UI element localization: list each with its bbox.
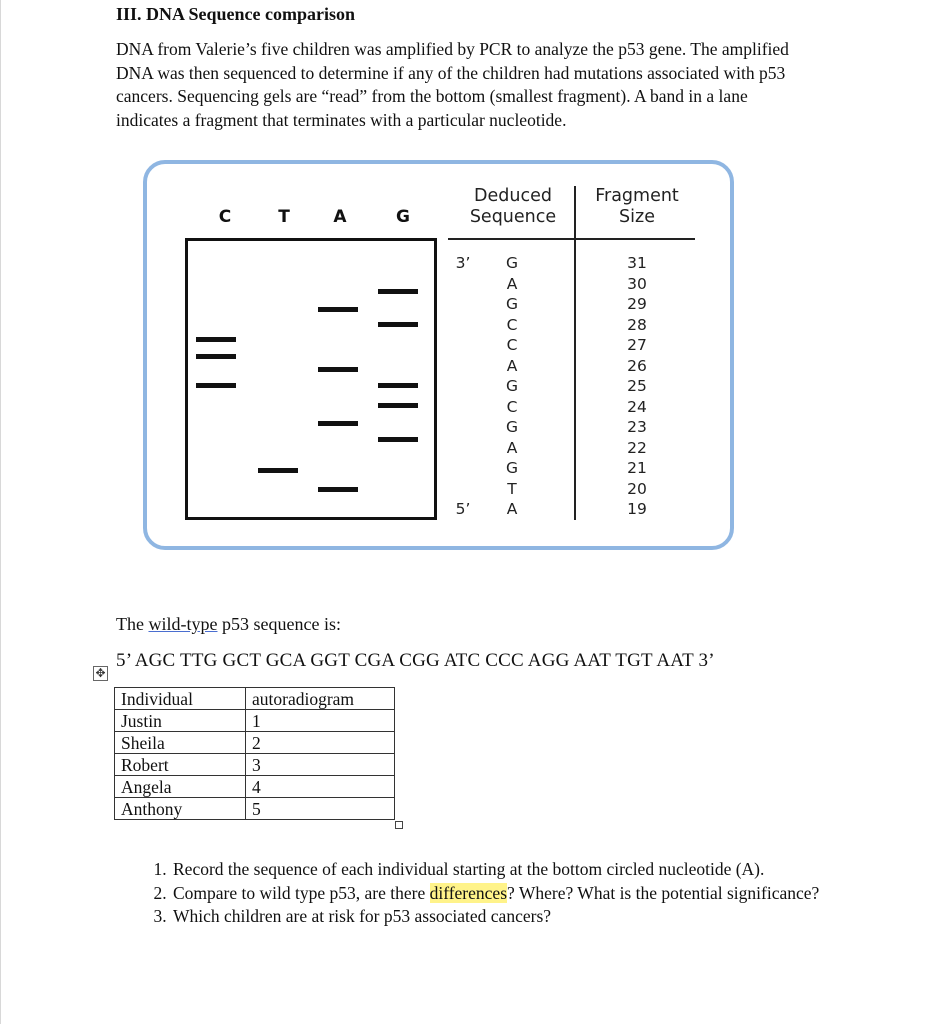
- fragment-size-value: 24: [627, 397, 647, 416]
- intro-line: DNA was then sequenced to determine if any of the children had mutations associated with p53: [116, 62, 786, 83]
- three-prime-end: 3’: [455, 254, 471, 272]
- gel-band: [318, 367, 358, 372]
- sequence-nucleotide: C: [506, 315, 518, 334]
- fragment-size-value: 29: [627, 295, 647, 313]
- table-header-row: [115, 688, 395, 710]
- fragment-size-value: 21: [627, 459, 647, 477]
- sequence-nucleotide: G: [505, 254, 519, 272]
- sequence-nucleotide: A: [506, 274, 518, 293]
- fragment-size-value: 27: [627, 336, 647, 354]
- gel-band: [196, 383, 236, 388]
- five-prime-end: 5’: [455, 500, 471, 518]
- table-row: [115, 798, 395, 820]
- wild-type-label: The wild-type p53 sequence is:: [116, 614, 341, 634]
- autoradiogram-number: 3: [246, 754, 395, 776]
- individual-name: Anthony: [115, 798, 246, 820]
- intro-paragraph: [116, 38, 856, 132]
- gel-band: [258, 468, 298, 473]
- lane-label-c: C: [218, 207, 232, 227]
- gel-band: [318, 307, 358, 312]
- sequencing-gel: [185, 238, 437, 520]
- sequence-nucleotide: A: [506, 438, 518, 457]
- fragment-size-value: 22: [627, 438, 647, 457]
- questions-list: [116, 858, 871, 929]
- wild-type-sequence: 5’ AGC TTG GCT GCA GGT CGA CGG ATC CCC AGG AAT TGT AAT 3’: [116, 650, 715, 671]
- sequence-nucleotide: C: [506, 397, 518, 416]
- table-row: [115, 710, 395, 732]
- table-row: [115, 732, 395, 754]
- page-edge: [0, 0, 1, 1024]
- individuals-table: [114, 687, 395, 820]
- sequence-nucleotide: G: [505, 418, 519, 436]
- fragment-size-value: 23: [627, 418, 647, 436]
- autoradiogram-number: 4: [246, 776, 395, 798]
- lane-label-g: G: [396, 207, 410, 227]
- intro-line: cancers. Sequencing gels are “read” from the bottom (smallest fragment). A band in a lane: [116, 86, 748, 106]
- gel-band: [378, 322, 418, 327]
- lane-label-t: T: [278, 207, 290, 227]
- table-row: [115, 776, 395, 798]
- fragment-size-header: Fragment Size: [595, 186, 679, 227]
- table-row: [115, 754, 395, 776]
- individual-name: Sheila: [115, 732, 246, 754]
- deduced-sequence-header: Deduced Sequence: [469, 186, 557, 227]
- gel-band: [378, 437, 418, 442]
- intro-line: DNA from Valerie’s five children was amplified by PCR to analyze the p53 gene. The amplified: [116, 39, 789, 59]
- lane-label-a: A: [333, 207, 347, 227]
- gel-band: [318, 421, 358, 426]
- autoradiogram-number: 1: [246, 710, 395, 732]
- fragment-size-value: 19: [627, 500, 647, 518]
- question-2: 2. Compare to wild type p53, are there differences? Where? What is the potential significance?: [171, 882, 871, 906]
- individual-name: Robert: [115, 754, 246, 776]
- gel-band: [196, 337, 236, 342]
- sequence-nucleotide: G: [505, 377, 519, 395]
- header-individual: Individual: [115, 688, 246, 710]
- sequence-nucleotide: G: [505, 295, 519, 313]
- gel-band: [196, 354, 236, 359]
- gel-band: [318, 487, 358, 492]
- sequence-nucleotide: A: [506, 500, 518, 518]
- header-rule: [448, 238, 695, 240]
- question-1: 1. Record the sequence of each individual starting at the bottom circled nucleotide (A).: [171, 858, 871, 882]
- sequence-nucleotide: G: [505, 459, 519, 477]
- autoradiogram-number: 5: [246, 798, 395, 820]
- section-title: III. DNA Sequence comparison: [116, 4, 356, 24]
- highlighted-word: differences: [429, 882, 508, 903]
- wild-type-link[interactable]: wild-type: [148, 614, 218, 634]
- fragment-size-value: 20: [627, 479, 647, 498]
- table-move-handle-icon[interactable]: ✥: [93, 666, 108, 681]
- individual-name: Angela: [115, 776, 246, 798]
- intro-line: indicates a fragment that terminates with a particular nucleotide.: [116, 109, 567, 130]
- column-divider: [574, 186, 576, 520]
- autoradiogram-number: 2: [246, 732, 395, 754]
- fragment-size-value: 26: [627, 356, 647, 375]
- gel-band: [378, 403, 418, 408]
- fragment-size-value: 28: [627, 315, 647, 334]
- sequence-nucleotide: C: [506, 336, 518, 354]
- fragment-size-value: 25: [627, 377, 647, 395]
- fragment-size-value: 30: [627, 274, 647, 293]
- sequence-nucleotide: T: [507, 479, 517, 498]
- fragment-size-value: 31: [627, 254, 647, 272]
- gel-band: [378, 289, 418, 294]
- sequence-nucleotide: A: [506, 356, 518, 375]
- individual-name: Justin: [115, 710, 246, 732]
- question-3: 3. Which children are at risk for p53 associated cancers?: [171, 905, 871, 929]
- gel-band: [378, 383, 418, 388]
- header-autoradiogram: autoradiogram: [246, 688, 395, 710]
- table-resize-handle[interactable]: [395, 821, 403, 829]
